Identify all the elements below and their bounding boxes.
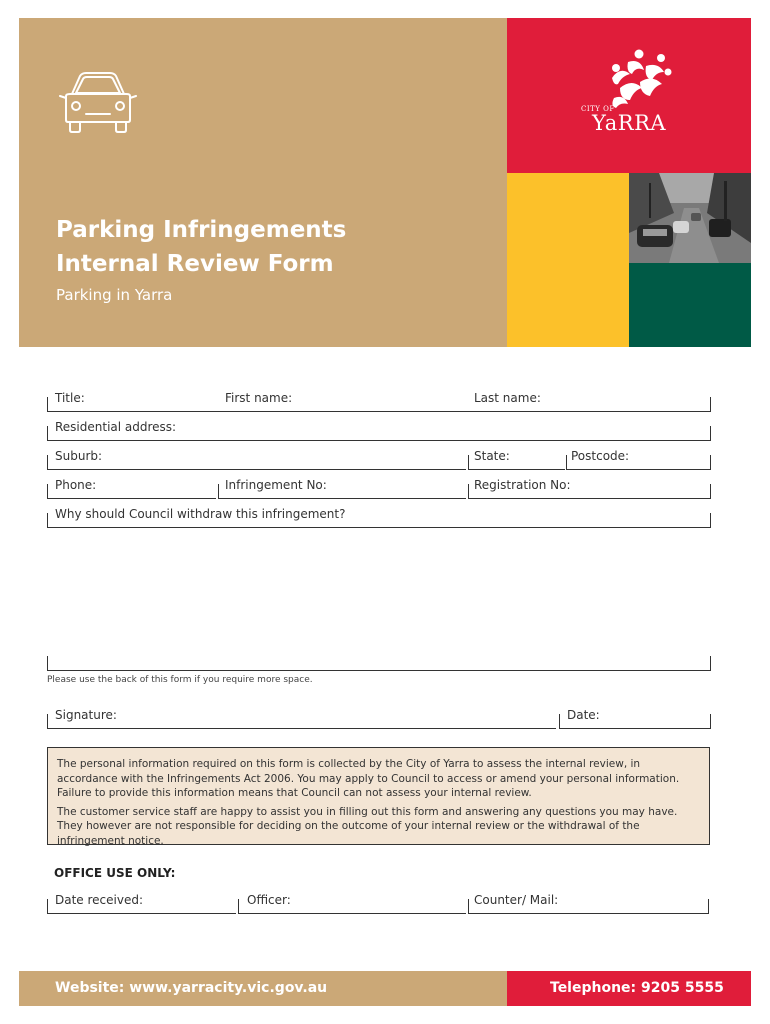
telephone-number: Telephone: 9205 5555 (550, 980, 724, 996)
date-received-field[interactable] (47, 893, 236, 914)
website-link[interactable]: Website: www.yarracity.vic.gov.au (55, 980, 328, 996)
phone-field[interactable] (47, 478, 216, 499)
counter-mail-label: Counter/ Mail: (474, 893, 559, 907)
reason-field-top (47, 507, 711, 528)
last-name-label: Last name: (474, 391, 541, 405)
reason-label: Why should Council withdraw this infringement? (55, 507, 346, 521)
date-field[interactable] (559, 708, 711, 729)
space-note: Please use the back of this form if you require more space. (47, 675, 313, 685)
suburb-field[interactable] (47, 449, 466, 470)
first-name-label: First name: (225, 391, 293, 405)
logo-city-of: CITY OF (581, 105, 615, 113)
date-received-label: Date received: (55, 893, 144, 907)
office-use-title: OFFICE USE ONLY: (54, 866, 176, 880)
postcode-label: Postcode: (571, 449, 630, 463)
privacy-notice (47, 747, 710, 845)
logo-yarra: YaRRA (592, 111, 667, 135)
postcode-field[interactable] (566, 449, 711, 470)
office-row (47, 893, 710, 915)
signature-field[interactable] (47, 708, 556, 729)
reason-bottom-row (47, 656, 710, 672)
privacy-paragraph-1: The personal information required on this form is collected by the City of Yarra to assess the internal review, in accordance with the Infringements Act 2006. You may apply to Council to access or amend your personal information. Failure to provide this information means that Council can not assess your internal review. (57, 758, 680, 799)
address-row (47, 420, 710, 442)
state-field[interactable] (468, 449, 565, 470)
infringement-field[interactable] (218, 478, 466, 499)
privacy-paragraph-2: The customer service staff are happy to assist you in filling out this form and answering any questions you may have. They however are not responsible for deciding on the outcome of your internal review or the withdrawal of the infringement notice. (57, 805, 678, 847)
address-label: Residential address: (55, 420, 177, 434)
reason-textarea[interactable] (47, 530, 710, 670)
green-panel (629, 263, 751, 347)
registration-label: Registration No: (474, 478, 571, 492)
footer-telephone-bar (507, 971, 751, 1006)
phone-row (47, 478, 710, 500)
page-title (56, 213, 346, 281)
infringement-label: Infringement No: (225, 478, 327, 492)
name-field-end (47, 397, 711, 411)
yellow-panel (507, 173, 629, 347)
reason-row (47, 507, 710, 529)
car-icon (56, 72, 140, 136)
date-label: Date: (567, 708, 600, 722)
address-field[interactable] (47, 420, 711, 441)
officer-label: Officer: (247, 893, 291, 907)
suburb-row (47, 449, 710, 471)
counter-mail-field[interactable] (468, 893, 709, 914)
officer-field[interactable] (238, 893, 466, 914)
footer-website-bar (19, 971, 507, 1006)
title-line-1: Parking Infringements (56, 217, 347, 243)
signature-row (47, 708, 710, 730)
yarra-logo-emblem (606, 48, 676, 110)
title-label: Title: (55, 391, 85, 405)
name-row (47, 391, 710, 413)
title-line-2: Internal Review Form (56, 251, 334, 277)
registration-field[interactable] (468, 478, 711, 499)
state-label: State: (474, 449, 510, 463)
suburb-label: Suburb: (55, 449, 103, 463)
phone-label: Phone: (55, 478, 97, 492)
street-photo (629, 173, 751, 263)
signature-label: Signature: (55, 708, 117, 722)
reason-field-bottom (47, 656, 711, 671)
page-subtitle: Parking in Yarra (56, 286, 173, 304)
